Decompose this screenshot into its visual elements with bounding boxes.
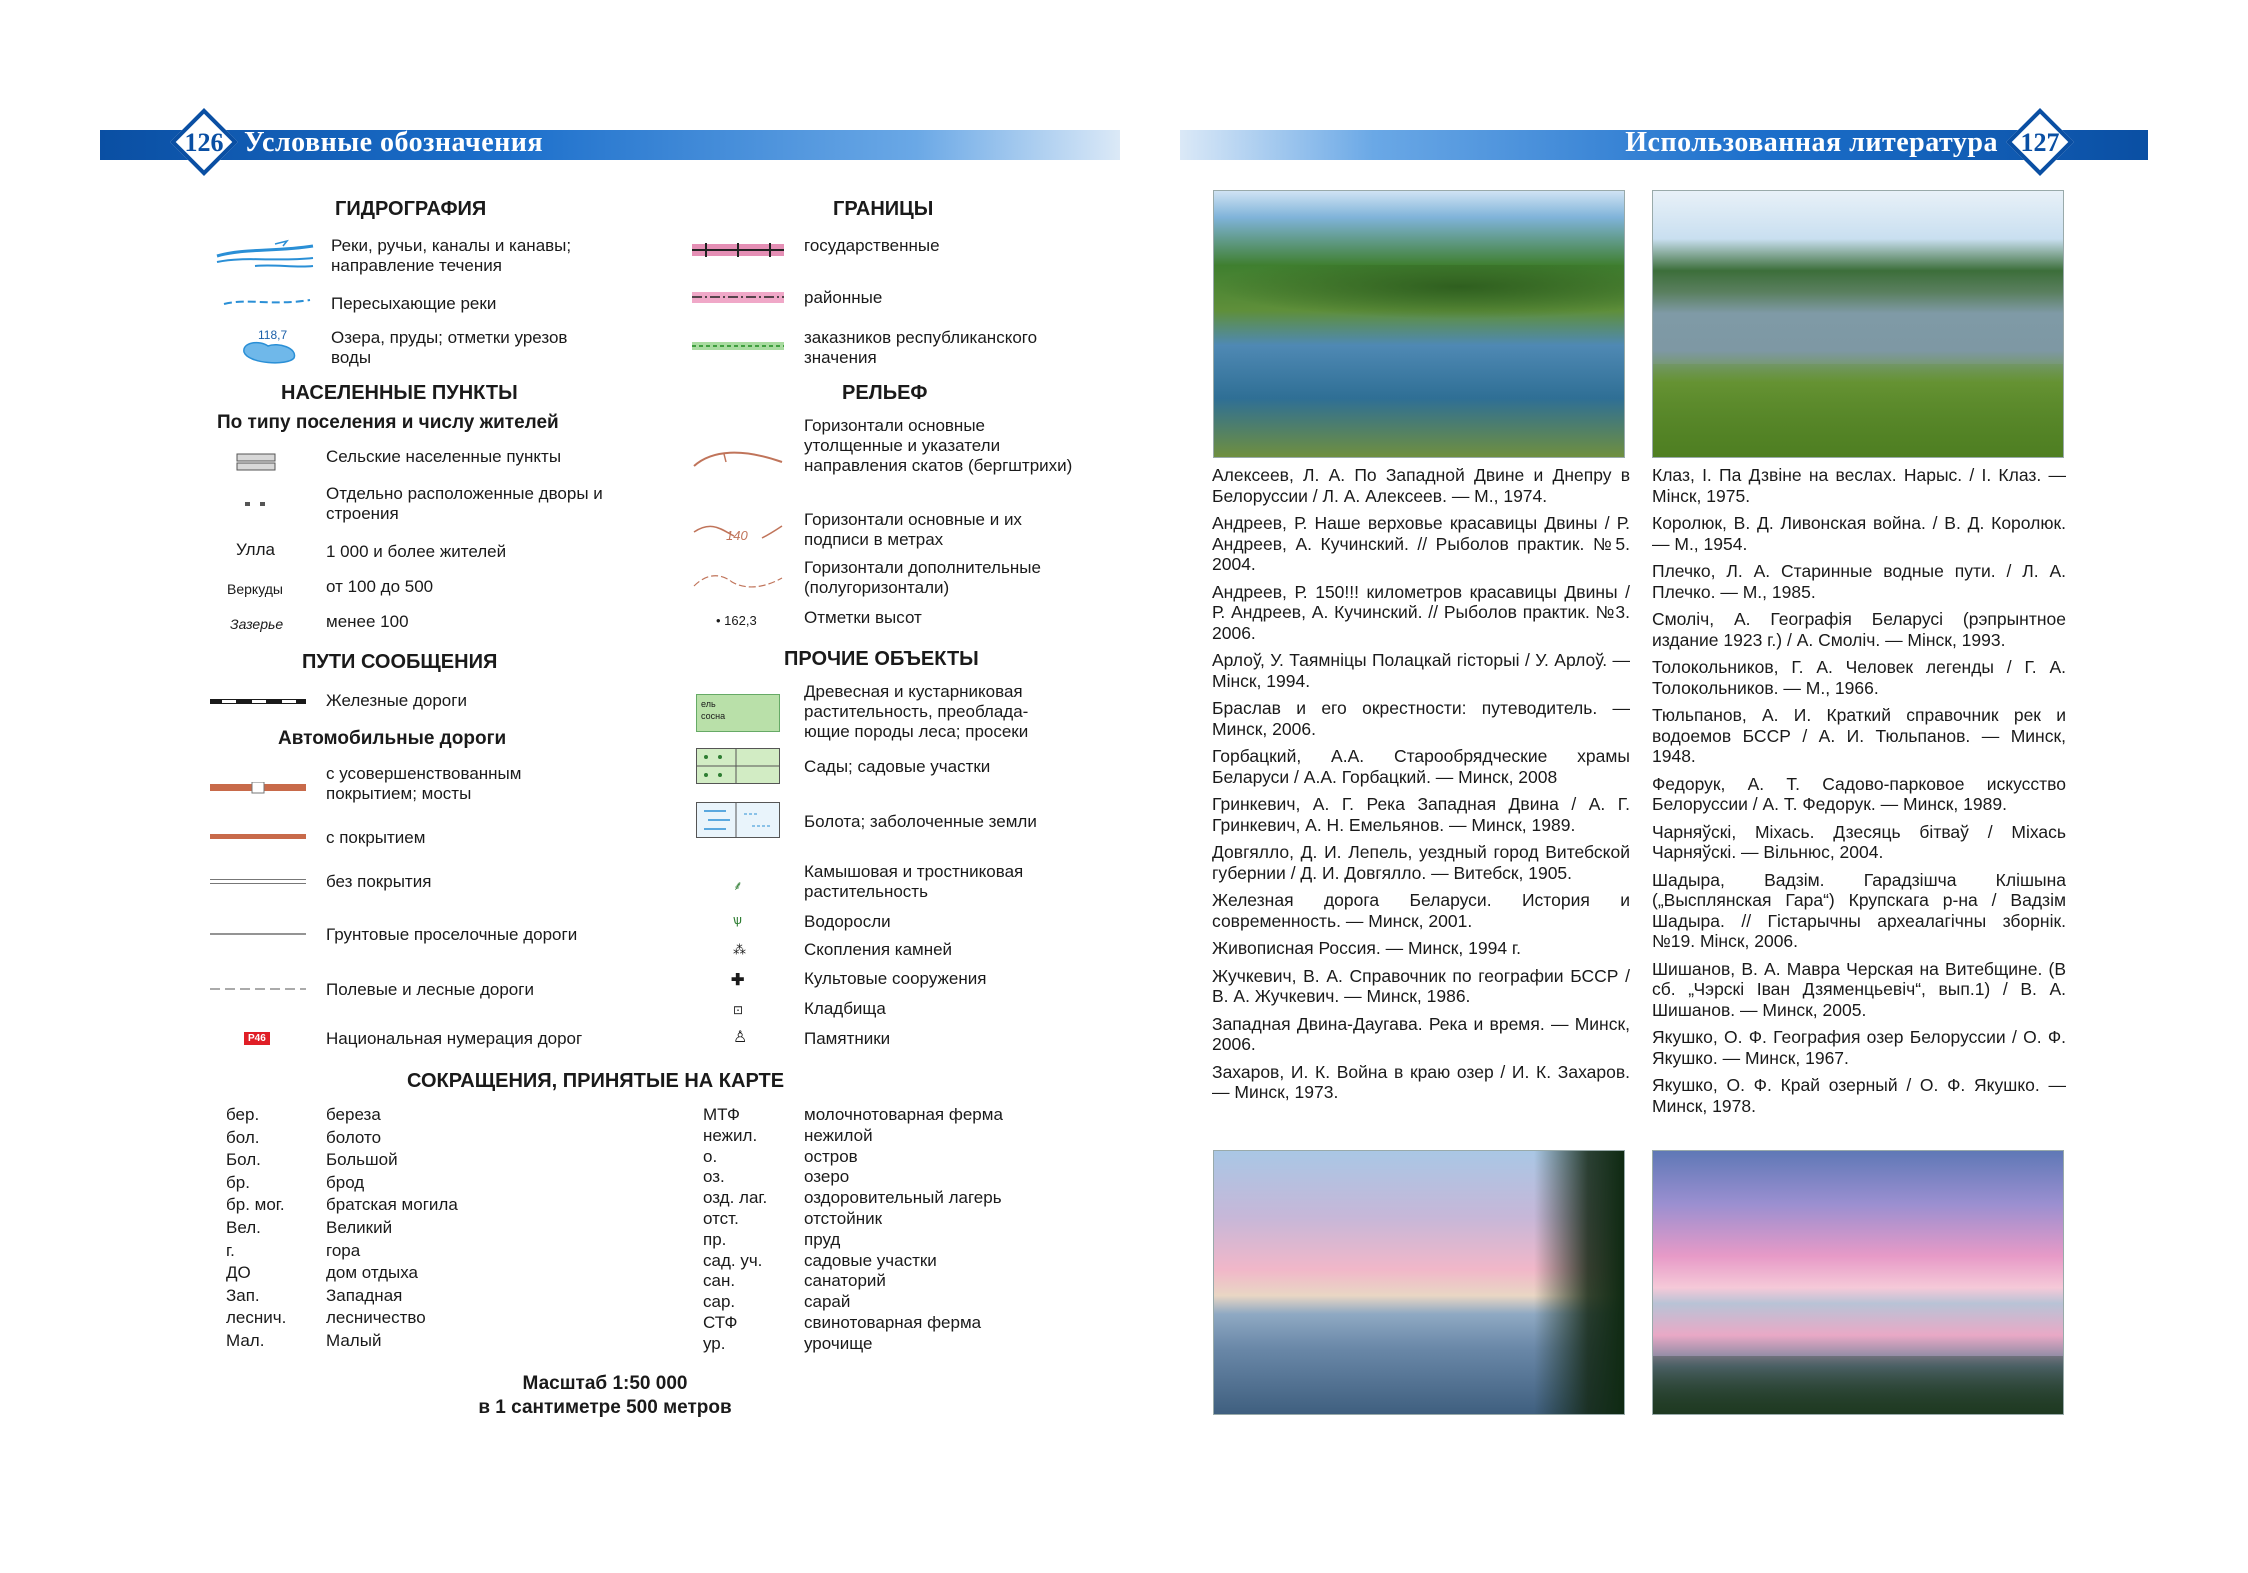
- legend-improved-roads: с усовершенствованным покрытием; мосты: [326, 764, 522, 803]
- abbr-meaning: дом отдыха: [326, 1263, 418, 1283]
- legend-paved-roads: с покрытием: [326, 828, 426, 847]
- abbr-meaning: озеро: [804, 1167, 850, 1187]
- bibliography-entry: Довгялло, Д. И. Лепель, уездный город Витебской губернии / Д. И. Довгялло. — Витебск, 1905.: [1212, 842, 1630, 883]
- legend-swamps: Болота; заболоченные земли: [804, 812, 1037, 831]
- abbr-meaning: садовые участки: [804, 1250, 937, 1270]
- abbr-code: Мал.: [226, 1330, 265, 1350]
- abbr-code: Вел.: [226, 1217, 261, 1237]
- reserve-border-symbol: [692, 340, 784, 352]
- legend-unpaved-roads: без покрытия: [326, 872, 432, 891]
- settlement-sample-3: Зазерье: [230, 616, 284, 632]
- abbr-code: отст.: [703, 1208, 739, 1228]
- legend-separate: Отдельно расположенные дворы и строения: [326, 484, 603, 523]
- legend-reserve-borders: заказников республиканского значения: [804, 328, 1038, 367]
- legend-rural: Сельские населенные пункты: [326, 447, 562, 466]
- lake-landscape-photo: [1652, 190, 2064, 458]
- bibliography-entry: Шадыра, Вадзім. Гарадзішча Клішына („Высплянская Гара“) Крупскага р-на / Вадзім Шадыра. // Гістарычны археалагічны зборнік. №19. Мінск, 2006.: [1652, 869, 2066, 951]
- bibliography-entry: Живописная Россия. — Минск, 1994 г.: [1212, 938, 1522, 958]
- abbr-code: сад. уч.: [703, 1250, 763, 1270]
- abbr-meaning: свинотоварная ферма: [804, 1312, 982, 1332]
- forest-sample-2: сосна: [701, 711, 726, 721]
- auto-roads-subheading: Автомобильные дороги: [278, 728, 507, 749]
- abbr-code: Зап.: [226, 1285, 260, 1305]
- legend-lakes: Озера, пруды; отметки урезов воды: [331, 328, 568, 367]
- legend-forest: Древесная и кустарниковая растительность, преоблада-ющие породы леса; просеки: [804, 682, 1029, 741]
- worship-icon: ✚: [731, 972, 745, 989]
- abbr-meaning: брод: [326, 1172, 365, 1192]
- legend-worship: Культовые сооружения: [804, 969, 987, 988]
- hydrography-heading: ГИДРОГРАФИЯ: [335, 198, 487, 220]
- bibliography-entry: Железная дорога Беларуси. История и современность. — Минск, 2001.: [1212, 890, 1630, 931]
- borders-heading: ГРАНИЦЫ: [833, 198, 934, 220]
- abbr-meaning: молочнотоварная ферма: [804, 1105, 1003, 1124]
- settlements-subheading: По типу поселения и числу жителей: [217, 412, 559, 433]
- abbr-meaning: отстойник: [804, 1208, 883, 1228]
- abbr-meaning: остров: [804, 1146, 858, 1166]
- railway-symbol: [210, 696, 306, 706]
- sunset-reeds-photo: [1652, 1150, 2064, 1415]
- paved-road-symbol: [210, 833, 306, 841]
- abbreviations-left-codes: [226, 1104, 286, 1353]
- bibliography-entry: Браслав и его окрестности: путеводитель. — Минск, 2006.: [1212, 698, 1630, 739]
- abbr-meaning: береза: [326, 1105, 381, 1124]
- bibliography-right-column: [1652, 465, 2066, 1123]
- legend-settlement-2: от 100 до 500: [326, 577, 434, 596]
- state-border-symbol: [692, 240, 784, 260]
- field-road-symbol: [210, 987, 306, 991]
- bibliography-entry: Якушко, О. Ф. Край озерный / О. Ф. Якушко. — Минск, 1978.: [1652, 1075, 2066, 1116]
- bibliography-entry: Смоліч, А. Географія Беларусі (рэпрынтное издание 1923 г.) / А. Смоліч. — Мінск, 1993.: [1652, 609, 2066, 650]
- abbr-meaning: болото: [326, 1127, 382, 1147]
- rural-settlement-symbol: [236, 453, 276, 471]
- dirt-road-symbol: [210, 932, 306, 936]
- bibliography-entry: Чарняўскі, Міхась. Дзесяць бітваў / Міхась Чарняўскі. — Вільнюс, 2004.: [1652, 821, 2066, 862]
- abbr-meaning: нежилой: [804, 1125, 873, 1145]
- abbr-meaning: лесничество: [326, 1308, 426, 1328]
- abbr-meaning: Западная: [326, 1285, 403, 1305]
- relief-heading: РЕЛЬЕФ: [842, 382, 928, 404]
- abbr-code: сар.: [703, 1292, 736, 1312]
- contour-label: 140: [726, 528, 748, 543]
- bibliography-entry: Андреев, Р. Наше верховье красавицы Двины / Р. Андреев, А. Кучинский. // Рыболов практик. №5. 2004.: [1212, 513, 1630, 574]
- river-symbol: [215, 236, 315, 272]
- abbr-meaning: пруд: [804, 1229, 841, 1249]
- abbr-code: г.: [226, 1240, 235, 1260]
- abbr-code: ДО: [226, 1263, 251, 1283]
- abbreviations-right-meanings: [804, 1105, 1003, 1355]
- abbr-meaning: Большой: [326, 1150, 398, 1170]
- right-page-number: 127: [2020, 128, 2060, 157]
- bibliography-entry: Алексеев, Л. А. По Западной Двине и Днепру в Белоруссии / Л. А. Алексеев. — М., 1974.: [1212, 465, 1630, 506]
- roads-heading: ПУТИ СООБЩЕНИЯ: [302, 651, 498, 673]
- legend-drying-rivers: Пересыхающие реки: [331, 294, 497, 313]
- abbr-code: Бол.: [226, 1150, 261, 1170]
- bibliography-entry: Клаз, І. Па Дзвіне на веслах. Нарыс. / І. Клаз. — Мінск, 1975.: [1652, 465, 2066, 506]
- sunset-lake-photo: [1213, 1150, 1625, 1415]
- bibliography-entry: Андреев, Р. 150!!! километров красавицы Двины / Р. Андреев, А. Кучинский. // Рыболов практик. №3. 2006.: [1212, 581, 1630, 643]
- abbr-code: о.: [703, 1146, 718, 1166]
- legend-height-marks: Отметки высот: [804, 608, 922, 627]
- bibliography-entry: Шишанов, В. А. Мавра Черская на Витебщине. (В сб. „Чэрскі Іван Дзяменцьевіч“, вып.1) / В. А. Шишанов. — Минск, 2005.: [1652, 958, 2066, 1020]
- abbr-meaning: Великий: [326, 1217, 393, 1237]
- legend-settlement-3: менее 100: [326, 612, 409, 631]
- drying-river-symbol: [222, 296, 312, 308]
- abbreviations-left-meanings: [326, 1104, 458, 1353]
- bibliography-entry: Плечко, Л. А. Старинные водные пути. / Л. А. Плечко. — М., 1985.: [1652, 561, 2066, 602]
- forest-sample-1: ель: [701, 699, 716, 709]
- national-road-badge: Р46: [244, 1032, 270, 1045]
- left-page-title: Условные обозначения: [244, 127, 544, 158]
- legend-field-roads: Полевые и лесные дороги: [326, 980, 534, 999]
- lake-mark: 118,7: [258, 328, 288, 342]
- bibliography-left-column: [1212, 465, 1630, 1110]
- legend-district-borders: районные: [804, 288, 883, 307]
- abbr-code: леснич.: [226, 1308, 287, 1328]
- right-page-number-badge: [2008, 110, 2072, 174]
- legend-rivers: Реки, ручьи, каналы и канавы; направление течения: [331, 236, 572, 275]
- forest-symbol: [696, 694, 780, 732]
- bibliography-entry: Федорук, А. Т. Садово-парковое искусство Белоруссии / А. Т. Федорук. — Минск, 1989.: [1652, 773, 2066, 814]
- abbreviations-heading: СОКРАЩЕНИЯ, ПРИНЯТЫЕ НА КАРТЕ: [407, 1070, 785, 1092]
- abbr-code: бр. мог.: [226, 1195, 285, 1215]
- legend-main-contours: Горизонтали основные утолщенные и указатели направления скатов (бергштрихи): [804, 416, 1073, 475]
- other-objects-heading: ПРОЧИЕ ОБЪЕКТЫ: [784, 648, 979, 670]
- monument-icon: ♙: [733, 1029, 748, 1046]
- abbr-meaning: братская могила: [326, 1195, 458, 1215]
- abbreviations-right-codes: [703, 1105, 767, 1355]
- abbr-code: МТФ: [703, 1105, 740, 1124]
- abbr-meaning: оздоровительный лагерь: [804, 1188, 1002, 1208]
- scale-line-2: в 1 сантиметре 500 метров: [478, 1397, 732, 1418]
- left-page-number-badge: [172, 110, 236, 174]
- abbr-meaning: санаторий: [804, 1271, 886, 1291]
- river-landscape-photo: [1213, 190, 1625, 458]
- bibliography-entry: Якушко, О. Ф. География озер Белоруссии / О. Ф. Якушко. — Минск, 1967.: [1652, 1027, 2066, 1068]
- abbr-code: озд. лаг.: [703, 1188, 768, 1208]
- abbr-meaning: сарай: [804, 1292, 851, 1312]
- abbr-code: бер.: [226, 1105, 260, 1124]
- bibliography-entry: Арлоў, У. Таямніцы Полацкай гісторыі / У. Арлоў. — Мінск, 1994.: [1212, 650, 1630, 691]
- abbr-code: пр.: [703, 1229, 727, 1249]
- bibliography-entry: Западная Двина-Даугава. Река и время. — Минск, 2006.: [1212, 1013, 1630, 1054]
- reeds-icon: ⸙: [733, 878, 743, 893]
- legend-cemeteries: Кладбища: [804, 999, 886, 1018]
- bibliography-entry: Жучкевич, В. А. Справочник по географии БССР / В. А. Жучкевич. — Минск, 1986.: [1212, 965, 1630, 1006]
- legend-stones: Скопления камней: [804, 940, 953, 959]
- abbr-code: нежил.: [703, 1125, 758, 1145]
- gardens-symbol: [696, 748, 780, 784]
- bibliography-entry: Толокольников, Г. А. Человек легенды / Г. А. Толокольников. — М., 1966.: [1652, 657, 2066, 698]
- legend-reeds: Камышовая и тростниковая растительность: [804, 862, 1024, 901]
- abbr-code: бр.: [226, 1172, 250, 1192]
- bibliography-entry: Гринкевич, А. Г. Река Западная Двина / А. Г. Гринкевич, А. Н. Емельянов. — Минск, 1989.: [1212, 794, 1630, 835]
- cemetery-icon: ⊡: [733, 1003, 744, 1017]
- left-page-number: 126: [184, 128, 224, 157]
- settlement-sample-2: Веркуды: [227, 581, 283, 597]
- settlement-sample-1: Улла: [236, 540, 275, 559]
- abbr-meaning: урочище: [804, 1333, 873, 1353]
- bibliography-entry: Тюльпанов, А. И. Краткий справочник рек и водоемов БССР / А. И. Тюльпанов. — Минск, 1948.: [1652, 705, 2066, 766]
- algae-icon: ѱ: [733, 912, 742, 927]
- legend-state-borders: государственные: [804, 236, 940, 255]
- legend-national-roads: Национальная нумерация дорог: [326, 1029, 583, 1048]
- map-scale: [420, 1372, 790, 1420]
- swamps-symbol: [696, 802, 780, 838]
- legend-labelled-contours: Горизонтали основные и их подписи в метрах: [804, 510, 1022, 549]
- abbr-code: СТФ: [703, 1312, 738, 1332]
- height-mark-sample: • 162,3: [716, 613, 757, 628]
- legend-algae: Водоросли: [804, 912, 891, 931]
- legend-railways: Железные дороги: [326, 691, 467, 710]
- abbr-code: сан.: [703, 1271, 736, 1291]
- separate-buildings-symbol: [244, 500, 274, 508]
- stones-icon: ⁂: [733, 942, 746, 957]
- scale-line-1: Масштаб 1:50 000: [522, 1373, 688, 1394]
- improved-road-symbol: [210, 782, 306, 794]
- abbr-code: ур.: [703, 1333, 726, 1353]
- bibliography-entry: Горбацкий, А.А. Старообрядческие храмы Беларуси / А.А. Горбацкий. — Минск, 2008: [1212, 746, 1630, 787]
- bibliography-entry: Королюк, В. Д. Ливонская война. / В. Д. Королюк. — М., 1954.: [1652, 513, 2066, 554]
- main-contour-symbol: [692, 444, 784, 470]
- right-page-title: Использованная литература: [1625, 127, 1998, 158]
- unpaved-road-symbol: [210, 878, 306, 886]
- legend-settlement-1: 1 000 и более жителей: [326, 542, 507, 561]
- settlements-heading: НАСЕЛЕННЫЕ ПУНКТЫ: [281, 382, 518, 404]
- bibliography-entry: Захаров, И. К. Война в краю озер / И. К. Захаров. — Минск, 1973.: [1212, 1061, 1630, 1102]
- legend-gardens: Сады; садовые участки: [804, 757, 991, 776]
- extra-contour-symbol: [692, 568, 784, 592]
- district-border-symbol: [692, 290, 784, 306]
- legend-dirt-roads: Грунтовые проселочные дороги: [326, 925, 578, 944]
- abbr-code: бол.: [226, 1127, 260, 1147]
- abbr-meaning: Малый: [326, 1330, 382, 1350]
- legend-monuments: Памятники: [804, 1029, 891, 1048]
- abbr-meaning: гора: [326, 1240, 361, 1260]
- abbr-code: оз.: [703, 1167, 725, 1187]
- legend-extra-contours: Горизонтали дополнительные (полугоризонтали): [804, 558, 1041, 597]
